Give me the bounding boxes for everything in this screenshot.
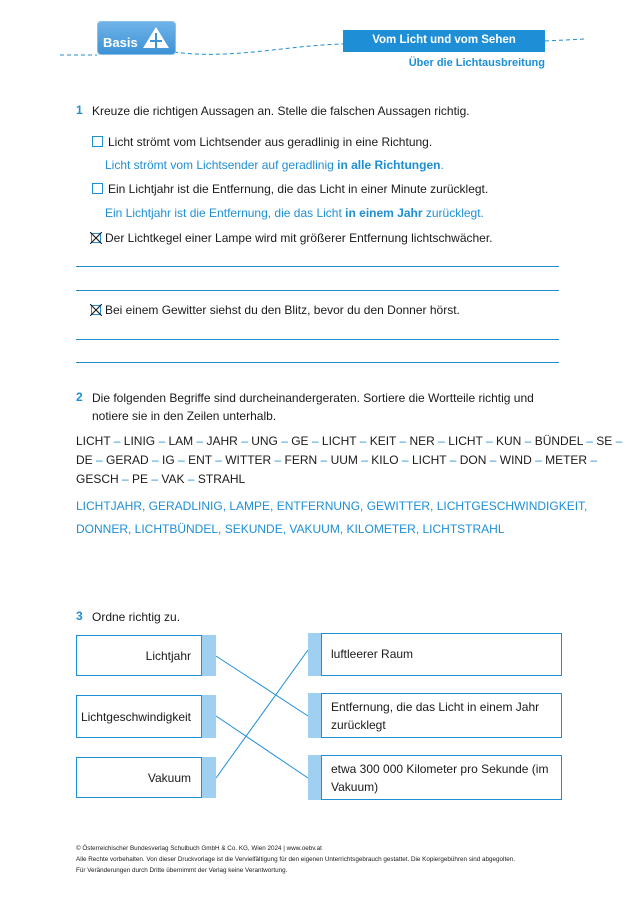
right-term-label: etwa 300 000 Kilometer pro Sekunde (im [331, 762, 549, 776]
right-term-tab-2 [308, 693, 321, 738]
syllable-separator: – [174, 453, 189, 467]
syllable-separator: – [482, 434, 496, 448]
syllable: WITTER [225, 453, 272, 467]
syllable: GESCH [76, 472, 119, 486]
correction-1-emphasis: in alle Richtungen [337, 158, 441, 172]
right-term-label: zurücklegt [331, 718, 386, 732]
syllable: LICHT [76, 434, 111, 448]
statement-2-text: Ein Lichtjahr ist die Entfernung, die das Licht in einer Minute zurücklegt. [108, 182, 489, 196]
task1-number: 1 [76, 103, 83, 117]
logo-label: Basis [103, 35, 138, 50]
task2-number: 2 [76, 390, 83, 404]
syllable-separator: – [92, 453, 107, 467]
right-term-label: luftleerer Raum [331, 647, 414, 661]
syllable: LAM [168, 434, 194, 448]
page-title: Vom Licht und vom Sehen [372, 34, 516, 46]
syllable-separator: – [277, 434, 292, 448]
syllable: METER [545, 453, 588, 467]
syllable: STRAHL [197, 472, 246, 486]
syllable-separator: – [148, 453, 163, 467]
syllable: UNG [251, 434, 278, 448]
task2-answer-line2: DONNER, LICHTBÜNDEL, SEKUNDE, VAKUUM, KILOMETER, LICHTSTRAHL [76, 522, 505, 536]
syllable-separator: – [582, 434, 597, 448]
syllable: DON [459, 453, 487, 467]
syllable-separator: – [110, 434, 124, 448]
syllable: LICHT [321, 434, 357, 448]
task3-number: 3 [76, 609, 83, 623]
task1-instruction: Kreuze die richtigen Aussagen an. Stelle die falschen Aussagen richtig. [92, 104, 470, 118]
match-line [216, 716, 308, 778]
syllable: KUN [496, 434, 522, 448]
left-term-label: Lichtjahr [145, 649, 191, 663]
syllable-separator: – [587, 453, 598, 467]
statement-4-text: Bei einem Gewitter siehst du den Blitz, bevor du den Donner hörst. [105, 303, 460, 317]
syllable: GERAD [106, 453, 149, 467]
syllable: BÜNDEL [534, 434, 583, 448]
left-term-tab-2 [202, 695, 216, 738]
syllable-separator: – [211, 453, 226, 467]
syllable-separator: – [193, 434, 207, 448]
syllable: PE [132, 472, 149, 486]
syllable: IG [162, 453, 175, 467]
footer-copyright: © Österreichischer Bundesverlag Schulbuch GmbH & Co. KG, Wien 2024 | www.oebv.at [76, 845, 322, 852]
syllable: UUM [330, 453, 358, 467]
footer-rights: Alle Rechte vorbehalten. Von dieser Druckvorlage ist die Vervielfältigung für den eigenen Unterrichtsgebrauch gestattet. Die Kopiergebühren sind abgegolten. [76, 856, 515, 863]
statement-1-text: Licht strömt vom Lichtsender aus geradlinig in eine Richtung. [108, 135, 433, 149]
footer-disclaimer: Für Veränderungen durch Dritte übernimmt der Verlag keine Verantwortung. [76, 867, 288, 874]
syllable-separator: – [237, 434, 252, 448]
syllable-separator: – [396, 434, 410, 448]
correction-2-suffix: zurücklegt. [422, 206, 484, 220]
syllable-separator: – [356, 434, 370, 448]
syllable-separator: – [357, 453, 372, 467]
right-term-box-3[interactable] [321, 755, 562, 800]
syllable: GE [291, 434, 309, 448]
correction-2-prefix: Ein Lichtjahr ist die Entfernung, die das Licht [105, 206, 346, 220]
syllable-separator: – [531, 453, 546, 467]
syllable: ENT [188, 453, 212, 467]
syllable-separator: – [118, 472, 133, 486]
left-term-box-1[interactable] [76, 635, 202, 676]
syllable: VAK [161, 472, 185, 486]
left-term-tab-3 [202, 757, 216, 798]
correction-2-emphasis: in einem Jahr [345, 206, 423, 220]
syllable-separator: – [612, 434, 623, 448]
syllable: NER [409, 434, 435, 448]
syllable: KILO [371, 453, 399, 467]
syllable-separator: – [308, 434, 322, 448]
right-term-tab-1 [308, 633, 321, 676]
match-line [216, 656, 308, 716]
syllable: DE [76, 453, 93, 467]
syllable-separator: – [521, 434, 535, 448]
match-line [216, 650, 308, 778]
syllable: FERN [284, 453, 318, 467]
right-term-box-1[interactable] [321, 633, 562, 676]
syllable-separator: – [155, 434, 169, 448]
syllable-separator: – [446, 453, 460, 467]
left-term-box-3[interactable] [76, 757, 202, 798]
left-term-label: Lichtgeschwindigkeit [80, 710, 191, 724]
syllable-separator: – [434, 434, 449, 448]
syllable: JAHR [206, 434, 238, 448]
right-term-tab-3 [308, 755, 321, 800]
task2-instruction-line1: Die folgenden Begriffe sind durcheinandergeraten. Sortiere die Wortteile richtig und [92, 391, 534, 405]
left-term-box-2[interactable] [76, 695, 202, 738]
syllable: WIND [499, 453, 532, 467]
right-term-label: Entfernung, die das Licht in einem Jahr [331, 700, 540, 714]
syllable-separator: – [398, 453, 412, 467]
page-subtitle: Über die Lichtausbreitung [408, 57, 545, 69]
correction-1-suffix: . [440, 158, 444, 172]
task3-instruction: Ordne richtig zu. [92, 610, 181, 624]
syllable-separator: – [184, 472, 198, 486]
syllable: KEIT [369, 434, 397, 448]
syllable-separator: – [317, 453, 331, 467]
left-term-tab-1 [202, 635, 216, 676]
syllable-separator: – [486, 453, 500, 467]
syllable: LICHT [448, 434, 483, 448]
left-term-label: Vakuum [147, 771, 191, 785]
statement-3-text: Der Lichtkegel einer Lampe wird mit größerer Entfernung lichtschwächer. [105, 231, 493, 245]
task2-instruction-line2: notiere sie in den Zeilen unterhalb. [92, 409, 277, 423]
syllable-separator: – [271, 453, 285, 467]
syllable: SE [596, 434, 613, 448]
right-term-label: Vakuum) [331, 780, 379, 794]
syllable: LICHT [411, 453, 447, 467]
right-term-box-2[interactable] [321, 693, 562, 738]
correction-1-prefix: Licht strömt vom Lichtsender auf geradlinig [105, 158, 338, 172]
task2-answer-line1: LICHTJAHR, GERADLINIG, LAMPE, ENTFERNUNG, GEWITTER, LICHTGESCHWINDIGKEIT, [76, 499, 588, 513]
syllable-separator: – [148, 472, 162, 486]
syllable: LINIG [123, 434, 156, 448]
